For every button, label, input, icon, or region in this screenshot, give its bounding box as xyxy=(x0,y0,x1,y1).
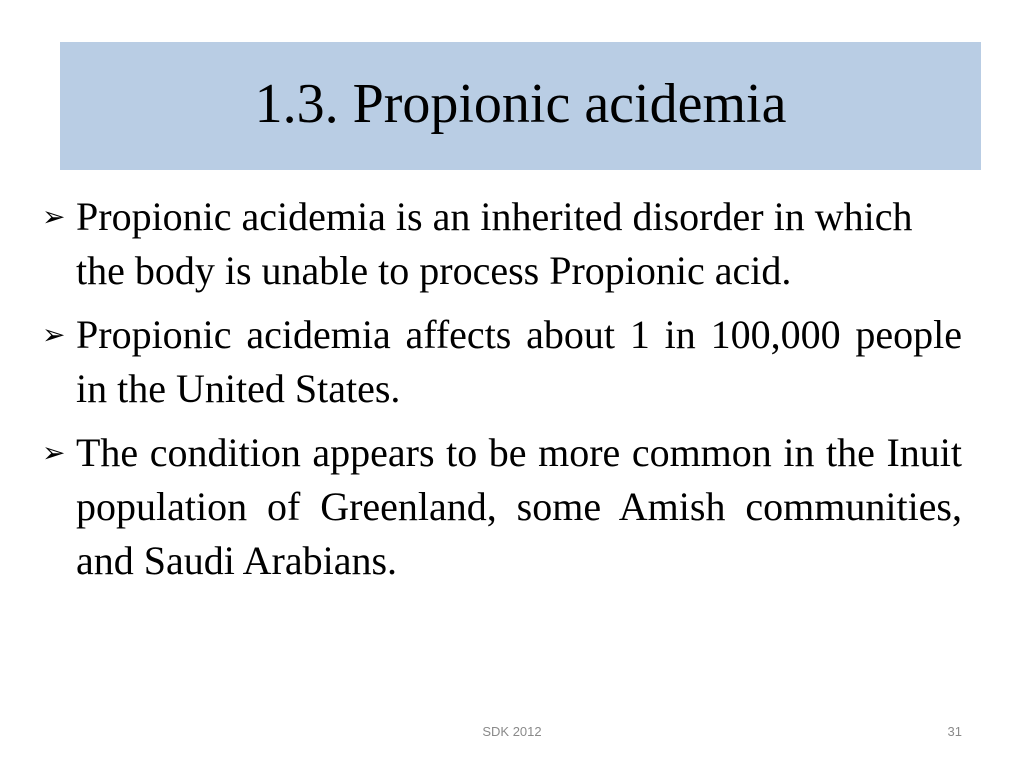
bullet-item xyxy=(42,308,962,416)
bullet-item xyxy=(42,190,962,298)
bullet-list xyxy=(42,190,962,598)
bullet-text: The condition appears to be more common in the Inuit population of Greenland, some Amish communities, and Saudi Arabians. xyxy=(76,430,962,583)
footer-text: SDK 2012 xyxy=(482,724,542,739)
bullet-text: Propionic acidemia is an inherited disorder in which the body is unable to process Propionic acid. xyxy=(76,194,913,293)
bullet-text: Propionic acidemia affects about 1 in 100,000 people in the United States. xyxy=(76,312,962,411)
arrow-bullet-icon: ➢ xyxy=(42,200,66,233)
slide-title: 1.3. Propionic acidemia xyxy=(254,73,787,135)
bullet-item xyxy=(42,426,962,588)
title-banner xyxy=(60,42,981,170)
arrow-bullet-icon: ➢ xyxy=(42,318,66,351)
page-number: 31 xyxy=(947,724,962,739)
arrow-bullet-icon: ➢ xyxy=(42,436,66,469)
